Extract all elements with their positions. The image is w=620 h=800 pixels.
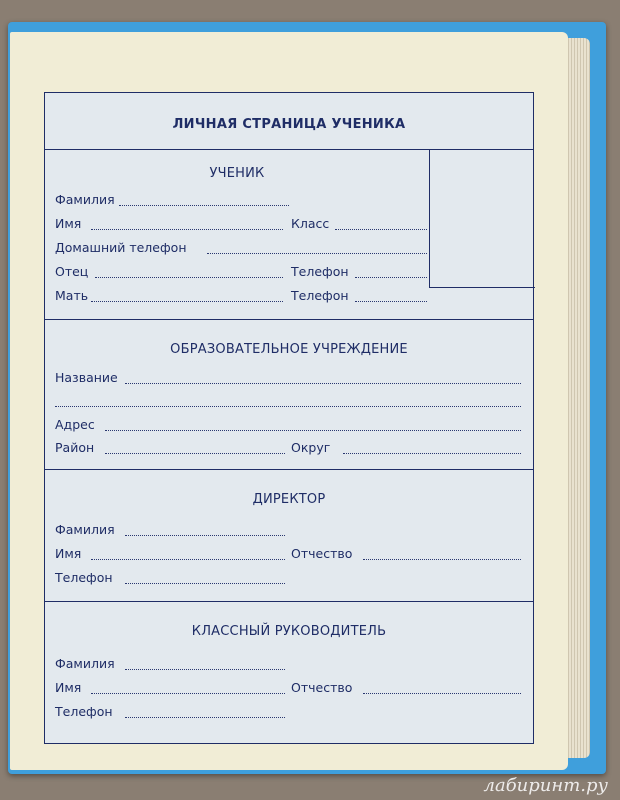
- student-surname-label: Фамилия: [55, 192, 115, 207]
- director-name-field[interactable]: [91, 559, 285, 560]
- teacher-patronymic-label: Отчество: [291, 680, 353, 695]
- student-name-field[interactable]: [91, 229, 283, 230]
- school-district-label: Район: [55, 440, 95, 455]
- school-district-field[interactable]: [105, 453, 285, 454]
- director-name-label: Имя: [55, 546, 82, 561]
- teacher-section: [45, 601, 533, 746]
- student-surname-field[interactable]: [119, 205, 289, 206]
- director-section: [45, 469, 533, 602]
- teacher-heading: КЛАССНЫЙ РУКОВОДИТЕЛЬ: [191, 624, 387, 639]
- student-home-phone-field[interactable]: [207, 253, 427, 254]
- teacher-name-label: Имя: [55, 680, 82, 695]
- school-okrug-label: Округ: [291, 440, 331, 455]
- student-class-field[interactable]: [335, 229, 427, 230]
- teacher-surname-label: Фамилия: [55, 656, 115, 671]
- student-father-phone-label: Телефон: [291, 264, 349, 279]
- school-section: [45, 319, 533, 470]
- photo-box: [429, 150, 535, 288]
- director-heading: ДИРЕКТОР: [252, 492, 326, 507]
- school-name-label: Название: [55, 370, 118, 385]
- watermark: лабиринт.ру: [483, 775, 608, 796]
- student-home-phone-label: Домашний телефон: [55, 240, 187, 255]
- director-patronymic-field[interactable]: [363, 559, 521, 560]
- director-surname-label: Фамилия: [55, 522, 115, 537]
- student-mother-phone-label: Телефон: [291, 288, 349, 303]
- notebook-page: [10, 32, 568, 770]
- teacher-phone-field[interactable]: [125, 717, 285, 718]
- student-heading: УЧЕНИК: [209, 166, 265, 181]
- student-father-label: Отец: [55, 264, 89, 279]
- school-address-label: Адрес: [55, 417, 95, 432]
- school-address-field[interactable]: [105, 430, 521, 431]
- student-section: [45, 149, 533, 320]
- student-father-phone-field[interactable]: [355, 277, 427, 278]
- student-father-field[interactable]: [95, 277, 283, 278]
- school-heading: ОБРАЗОВАТЕЛЬНОЕ УЧРЕЖДЕНИЕ: [170, 342, 408, 357]
- student-mother-field[interactable]: [91, 301, 283, 302]
- director-surname-field[interactable]: [125, 535, 285, 536]
- school-name-field-line2[interactable]: [55, 406, 521, 407]
- director-patronymic-label: Отчество: [291, 546, 353, 561]
- director-phone-label: Телефон: [55, 570, 113, 585]
- director-phone-field[interactable]: [125, 583, 285, 584]
- student-mother-label: Мать: [55, 288, 89, 303]
- teacher-patronymic-field[interactable]: [363, 693, 521, 694]
- form-frame: [44, 92, 534, 744]
- teacher-name-field[interactable]: [91, 693, 285, 694]
- student-class-label: Класс: [291, 216, 330, 231]
- teacher-phone-label: Телефон: [55, 704, 113, 719]
- page-title: ЛИЧНАЯ СТРАНИЦА УЧЕНИКА: [172, 117, 406, 132]
- student-name-label: Имя: [55, 216, 82, 231]
- teacher-surname-field[interactable]: [125, 669, 285, 670]
- school-okrug-field[interactable]: [343, 453, 521, 454]
- school-name-field[interactable]: [125, 383, 521, 384]
- student-mother-phone-field[interactable]: [355, 301, 427, 302]
